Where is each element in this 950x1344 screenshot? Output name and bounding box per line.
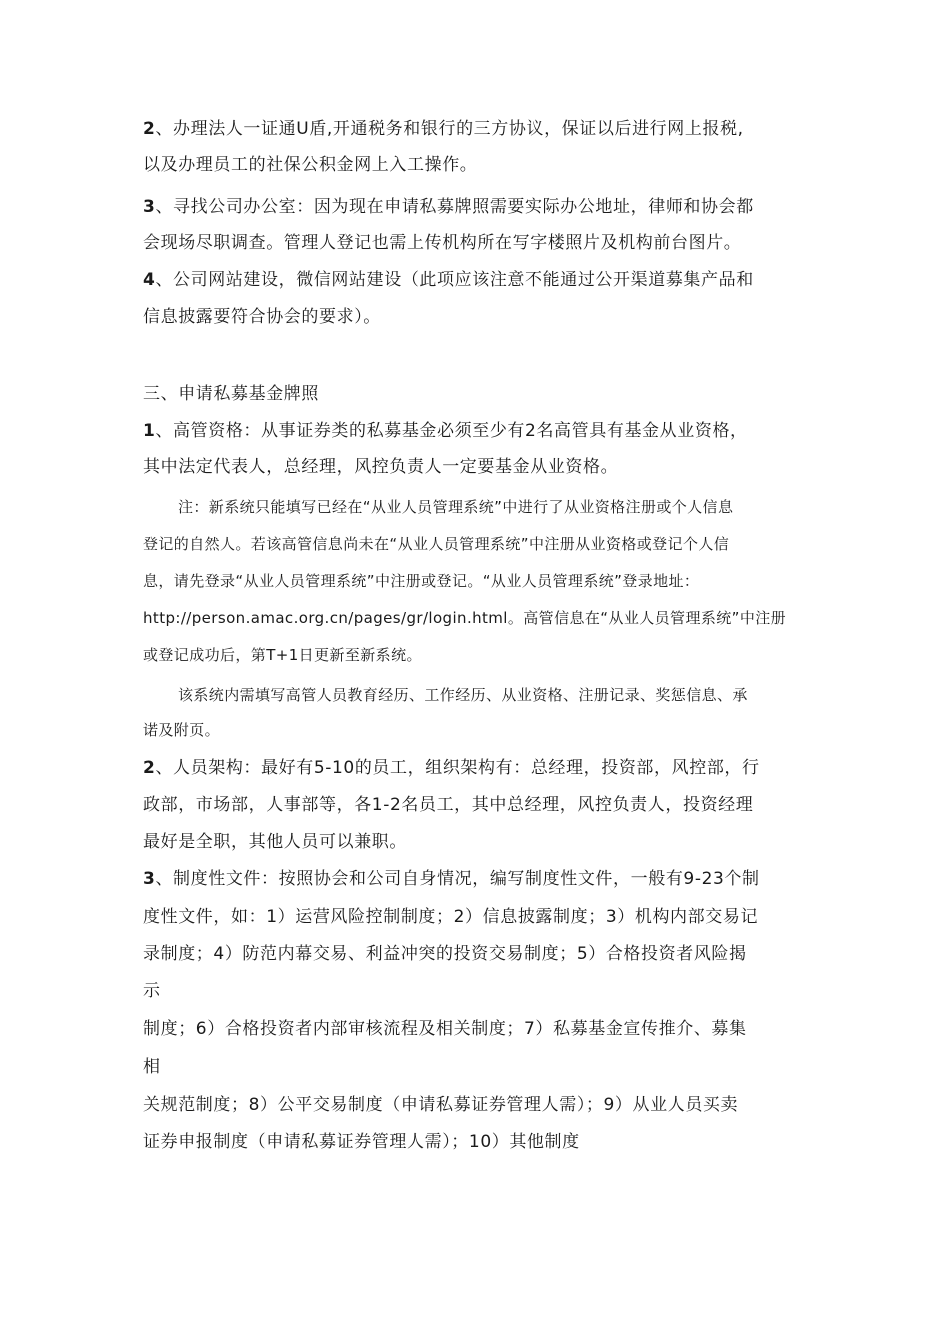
paragraph-line bbox=[143, 195, 823, 219]
item-number: 3 bbox=[143, 869, 156, 889]
item-number: 2 bbox=[143, 119, 156, 139]
item-number: 2 bbox=[143, 758, 156, 778]
paragraph-line bbox=[143, 756, 823, 780]
line-text: 政部，市场部，人事部等，各1-2名员工，其中总经理，风控负责人，投资经理 bbox=[143, 795, 754, 815]
paragraph-line bbox=[143, 231, 823, 255]
item-number: 1 bbox=[143, 421, 156, 441]
paragraph-line bbox=[143, 1093, 823, 1117]
line-text: http://person.amac.org.cn/pages/gr/login.html。高管信息在“从业人员管理系统”中注册 bbox=[143, 609, 787, 627]
line-text: 关规范制度；8）公平交易制度（申请私募证券管理人需）；9）从业人员买卖 bbox=[143, 1095, 739, 1115]
paragraph-line bbox=[143, 1055, 823, 1079]
line-text: 其中法定代表人，总经理，风控负责人一定要基金从业资格。 bbox=[143, 457, 619, 477]
line-text: 证券申报制度（申请私募证券管理人需）；10）其他制度 bbox=[143, 1132, 580, 1152]
line-text: 最好是全职，其他人员可以兼职。 bbox=[143, 832, 407, 852]
line-text: 以及办理员工的社保公积金网上入工操作。 bbox=[143, 155, 478, 175]
paragraph-line bbox=[143, 305, 823, 329]
paragraph-line bbox=[143, 153, 823, 177]
paragraph-line bbox=[143, 905, 823, 929]
line-text: 或登记成功后，第T+1日更新至新系统。 bbox=[143, 646, 422, 664]
note-line bbox=[143, 532, 823, 556]
line-text: 、人员架构：最好有5-10的员工，组织架构有：总经理，投资部，风控部，行 bbox=[155, 758, 760, 778]
line-text: 诺及附页。 bbox=[143, 721, 221, 739]
note-line bbox=[143, 643, 823, 667]
line-text: 、高管资格：从事证券类的私募基金必须至少有2名高管具有基金从业资格， bbox=[155, 421, 748, 441]
item-number: 4 bbox=[143, 270, 156, 290]
paragraph-line bbox=[143, 1017, 823, 1041]
line-text: 、寻找公司办公室：因为现在申请私募牌照需要实际办公地址，律师和协会都 bbox=[155, 197, 754, 217]
line-text: 三、申请私募基金牌照 bbox=[143, 384, 319, 404]
paragraph-line bbox=[143, 942, 823, 966]
paragraph-line bbox=[143, 867, 823, 891]
section-heading bbox=[143, 382, 823, 406]
note-line bbox=[178, 495, 858, 519]
line-text: 、公司网站建设，微信网站建设（此项应该注意不能通过公开渠道募集产品和 bbox=[155, 270, 754, 290]
line-text: 息，请先登录“从业人员管理系统”中注册或登记。“从业人员管理系统”登录地址： bbox=[143, 572, 700, 590]
note-line bbox=[143, 569, 823, 593]
line-text: 该系统内需填写高管人员教育经历、工作经历、从业资格、注册记录、奖惩信息、承 bbox=[178, 686, 748, 704]
line-text: 制度；6）合格投资者内部审核流程及相关制度；7）私募基金宣传推介、募集 bbox=[143, 1019, 747, 1039]
item-number: 3 bbox=[143, 197, 156, 217]
line-text: 录制度；4）防范内幕交易、利益冲突的投资交易制度；5）合格投资者风险揭 bbox=[143, 944, 747, 964]
line-text: 相 bbox=[143, 1057, 161, 1077]
paragraph-line bbox=[143, 793, 823, 817]
paragraph-line bbox=[143, 117, 823, 141]
line-text: 示 bbox=[143, 981, 161, 1001]
paragraph-line bbox=[143, 268, 823, 292]
line-text: 注：新系统只能填写已经在“从业人员管理系统”中进行了从业资格注册或个人信息 bbox=[178, 498, 734, 516]
paragraph-line bbox=[143, 830, 823, 854]
line-text: 、办理法人一证通U盾,开通税务和银行的三方协议，保证以后进行网上报税, bbox=[155, 119, 744, 139]
line-text: 会现场尽职调查。管理人登记也需上传机构所在写字楼照片及机构前台图片。 bbox=[143, 233, 742, 253]
line-text: 信息披露要符合协会的要求）。 bbox=[143, 307, 381, 327]
paragraph-line bbox=[143, 979, 823, 1003]
note-line bbox=[143, 718, 823, 742]
line-text: 、制度性文件：按照协会和公司自身情况，编写制度性文件，一般有9-23个制 bbox=[155, 869, 760, 889]
paragraph-line bbox=[143, 455, 823, 479]
paragraph-line bbox=[143, 419, 823, 443]
note-line bbox=[178, 683, 858, 707]
line-text: 登记的自然人。若该高管信息尚未在“从业人员管理系统”中注册从业资格或登记个人信 bbox=[143, 535, 730, 553]
note-line bbox=[143, 606, 823, 630]
paragraph-line bbox=[143, 1130, 823, 1154]
line-text: 度性文件，如：1）运营风险控制制度；2）信息披露制度；3）机构内部交易记 bbox=[143, 907, 759, 927]
